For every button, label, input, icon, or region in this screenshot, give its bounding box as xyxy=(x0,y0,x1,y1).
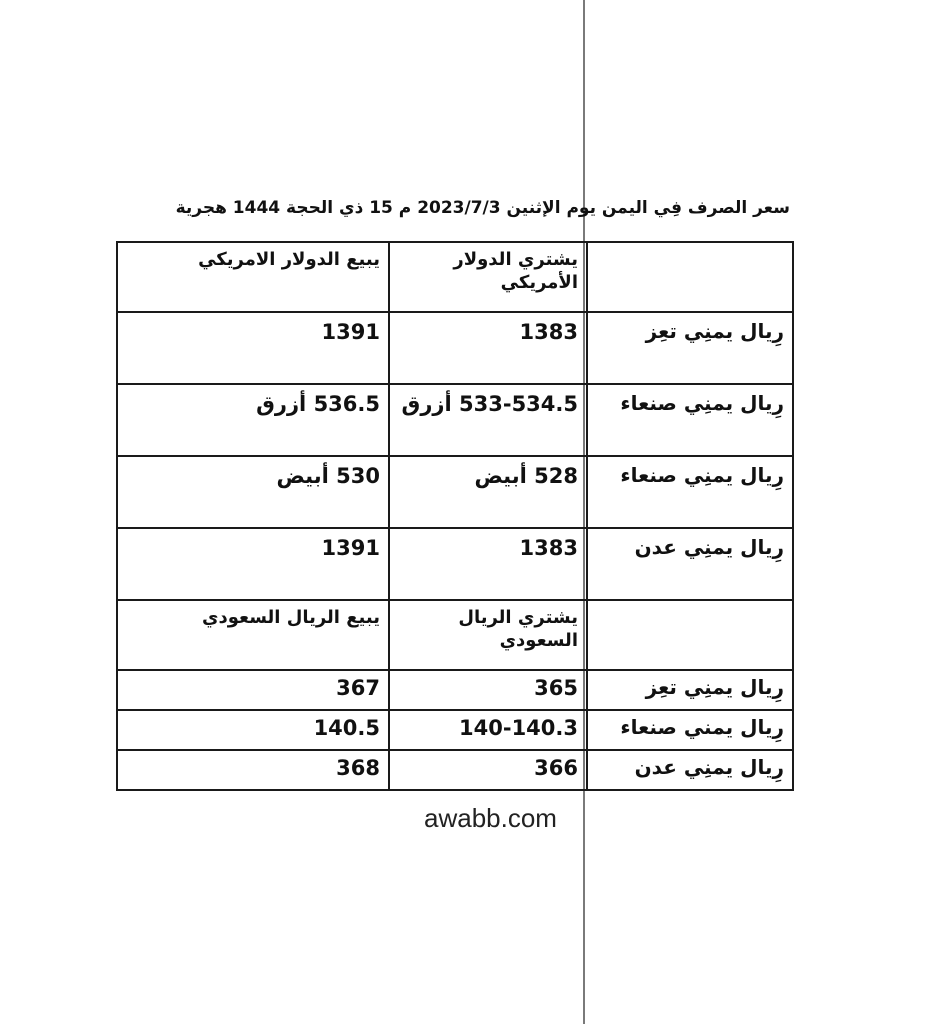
header-label-cell xyxy=(587,600,793,670)
exchange-rate-table xyxy=(116,241,794,791)
buy-value: 1383 xyxy=(389,312,587,384)
table-row xyxy=(117,456,793,528)
header-buy-riyal: يشتري الريال السعودي xyxy=(389,600,587,670)
row-label: رِيال يمنِي تعِز xyxy=(587,670,793,710)
table-header-row-riyal xyxy=(117,600,793,670)
table-header-row-dollar xyxy=(117,242,793,312)
buy-value: 528 أبيض xyxy=(389,456,587,528)
website-footer: awabb.com xyxy=(424,803,557,833)
sell-value: 530 أبيض xyxy=(117,456,389,528)
table-row xyxy=(117,670,793,710)
header-sell-dollar: يبيع الدولار الامريكي xyxy=(117,242,389,312)
sell-value: 367 xyxy=(117,670,389,710)
row-label: رِيال يمنِي صنعاء xyxy=(587,456,793,528)
buy-value: 365 xyxy=(389,670,587,710)
table-row xyxy=(117,384,793,456)
buy-value: 140-140.3 xyxy=(389,710,587,750)
sell-value: 1391 xyxy=(117,312,389,384)
row-label: رِيال يمنِي صنعاء xyxy=(587,384,793,456)
row-label: رِيال يمنِي عدن xyxy=(587,750,793,790)
header-label-cell xyxy=(587,242,793,312)
header-buy-dollar: يشتري الدولار الأمريكي xyxy=(389,242,587,312)
sell-value: 140.5 xyxy=(117,710,389,750)
sell-value: 1391 xyxy=(117,528,389,600)
table-row xyxy=(117,750,793,790)
row-label: رِيال يمنِي عدن xyxy=(587,528,793,600)
buy-value: 366 xyxy=(389,750,587,790)
page-title: سعر الصرف فِي اليمن يوم الإثنين 2023/7/3 م 15 ذي الحجة 1444 هجرية xyxy=(175,198,790,218)
header-sell-riyal: يبيع الريال السعودي xyxy=(117,600,389,670)
row-label: رِيال يمني صنعاء xyxy=(587,710,793,750)
row-label: رِيال يمنِي تعِز xyxy=(587,312,793,384)
buy-value: 1383 xyxy=(389,528,587,600)
buy-value: 533-534.5 أزرق xyxy=(389,384,587,456)
table-row xyxy=(117,528,793,600)
sell-value: 368 xyxy=(117,750,389,790)
table-row xyxy=(117,312,793,384)
table-row xyxy=(117,710,793,750)
sell-value: 536.5 أزرق xyxy=(117,384,389,456)
